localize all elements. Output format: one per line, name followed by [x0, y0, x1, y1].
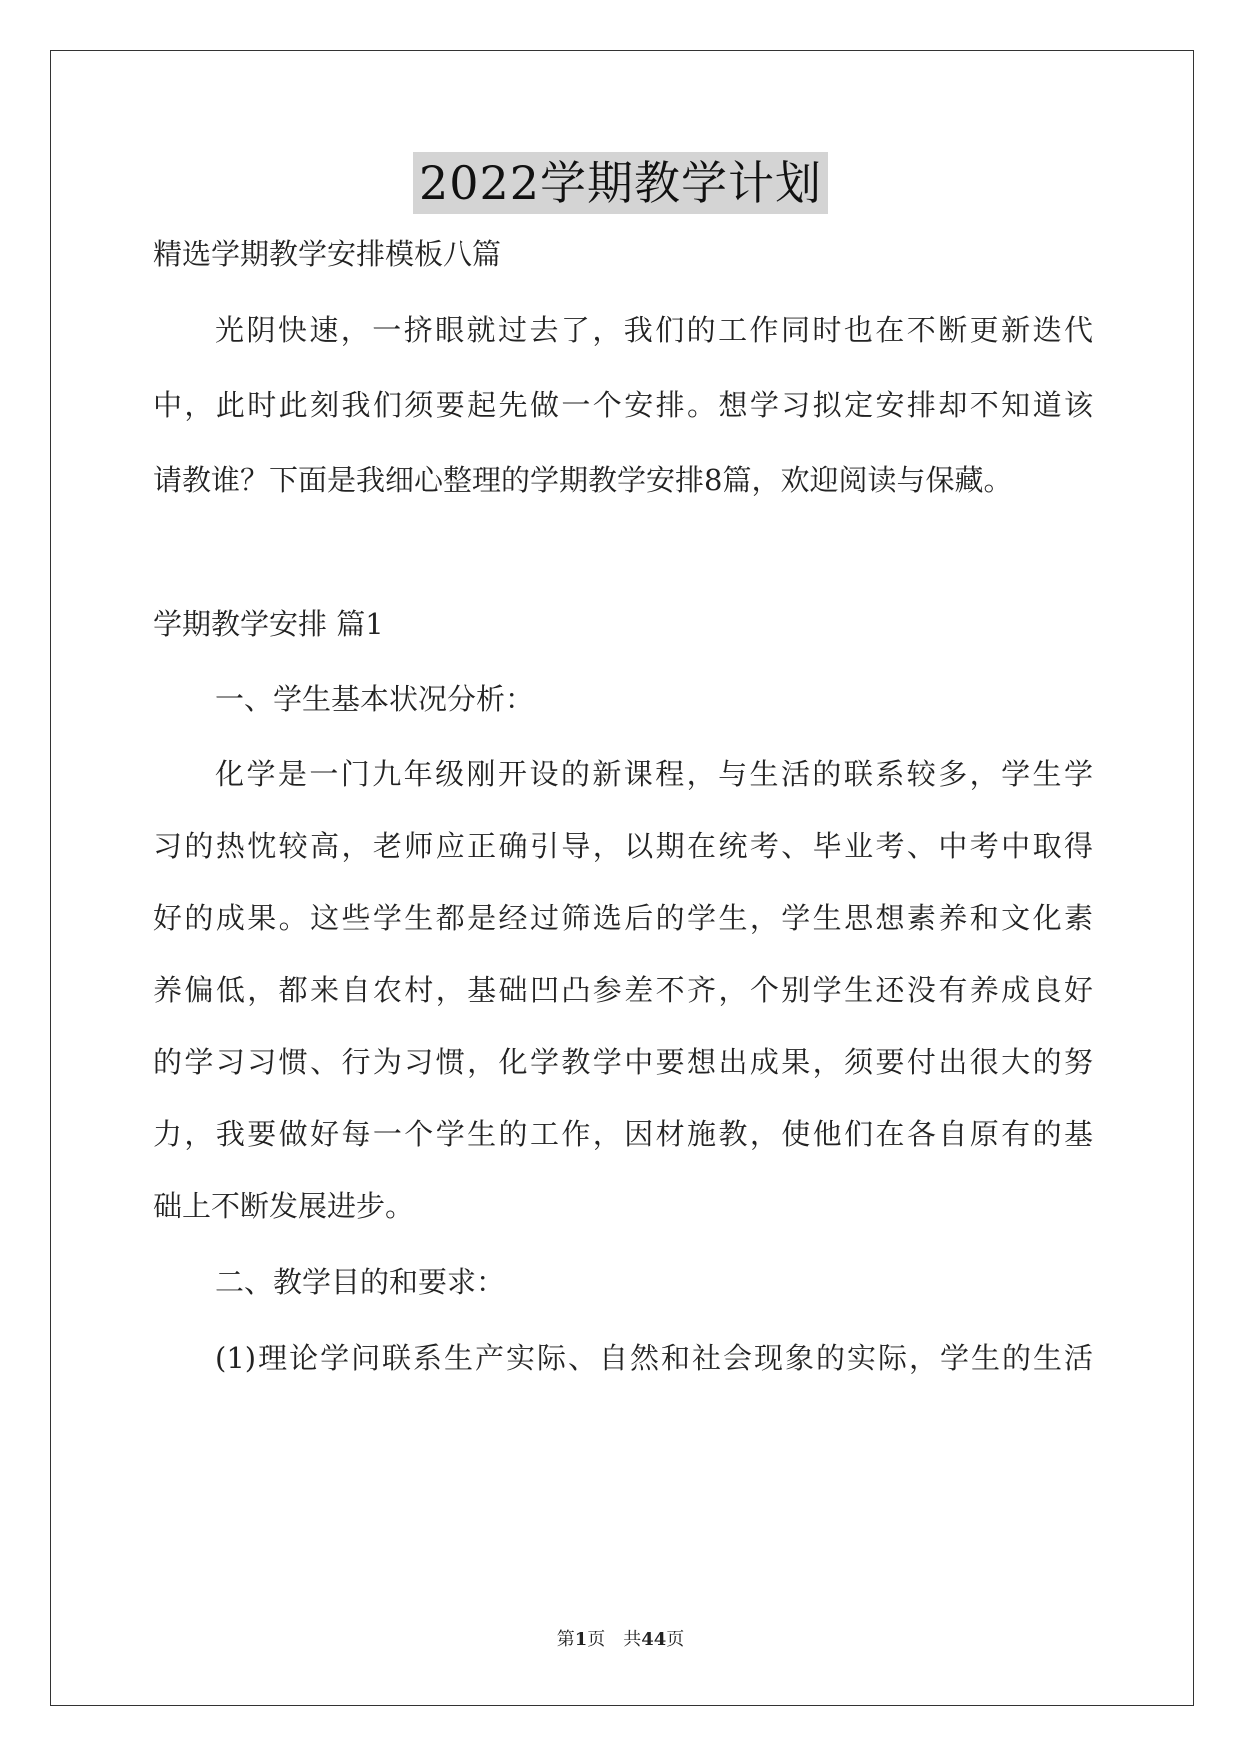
footer-mid: 页 共 — [587, 1629, 642, 1650]
subtitle: 精选学期教学安排模板八篇 — [153, 237, 502, 271]
para1-line-2: 习的热忱较高，老师应正确引导，以期在统考、毕业考、中考中取得 — [153, 829, 1093, 863]
page-frame — [50, 50, 1194, 1706]
title-container — [0, 152, 1241, 214]
intro-line-1: 光阴快速，一挤眼就过去了，我们的工作同时也在不断更新迭代 — [215, 313, 1093, 347]
heading-student-analysis: 一、学生基本状况分析： — [215, 682, 535, 716]
footer-total-pages: 44 — [641, 1629, 667, 1650]
para1-line-5: 的学习习惯、行为习惯，化学教学中要想出成果，须要付出很大的努 — [153, 1045, 1093, 1079]
footer-page-number: 1 — [574, 1629, 588, 1650]
para2-line-1: (1)理论学问联系生产实际、自然和社会现象的实际，学生的生活 — [215, 1341, 1093, 1375]
para1-line-4: 养偏低，都来自农村，基础凹凸参差不齐，个别学生还没有养成良好 — [153, 973, 1093, 1007]
footer-prefix: 第 — [556, 1629, 575, 1650]
para1-line-1: 化学是一门九年级刚开设的新课程，与生活的联系较多，学生学 — [215, 757, 1093, 791]
para1-line-3: 好的成果。这些学生都是经过筛选后的学生，学生思想素养和文化素 — [153, 901, 1093, 935]
para1-line-6: 力，我要做好每一个学生的工作，因材施教，使他们在各自原有的基 — [153, 1117, 1093, 1151]
section-heading: 学期教学安排 篇1 — [153, 607, 384, 641]
footer-suffix: 页 — [666, 1629, 685, 1650]
page-footer — [0, 1628, 1241, 1652]
intro-line-3: 请教谁？下面是我细心整理的学期教学安排8篇，欢迎阅读与保藏。 — [153, 463, 1013, 497]
heading-teaching-goals: 二、教学目的和要求： — [215, 1265, 506, 1299]
page-title: 2022学期教学计划 — [413, 152, 828, 214]
intro-line-2: 中，此时此刻我们须要起先做一个安排。想学习拟定安排却不知道该 — [153, 388, 1093, 422]
para1-line-7: 础上不断发展进步。 — [153, 1189, 415, 1223]
